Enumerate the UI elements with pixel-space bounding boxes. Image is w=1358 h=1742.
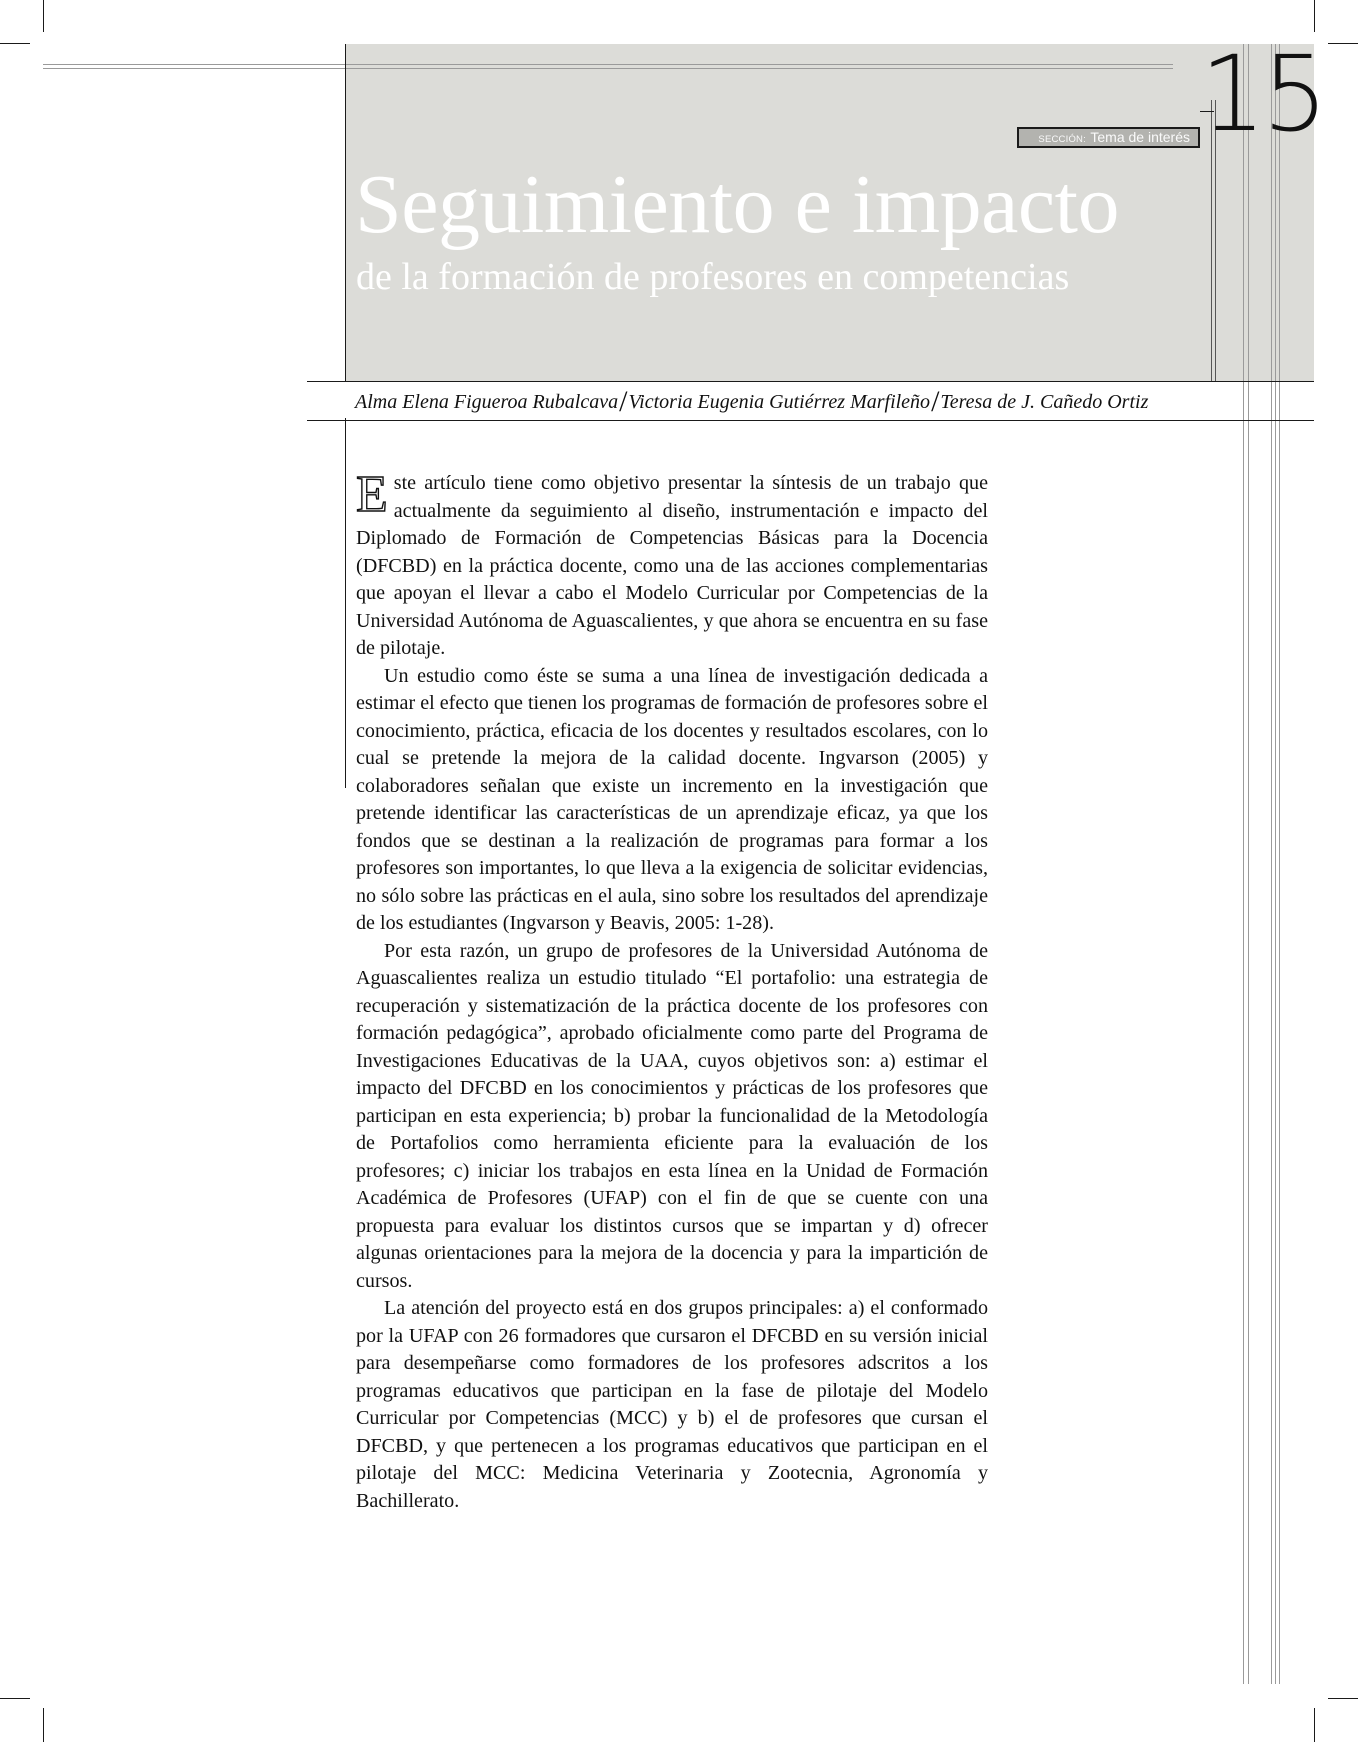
crop-mark bbox=[43, 0, 44, 32]
author-separator: / bbox=[619, 385, 628, 418]
author-rule-bottom bbox=[307, 420, 1314, 421]
drop-cap: E bbox=[356, 466, 388, 523]
article-title: Seguimiento e impacto bbox=[355, 158, 1119, 251]
paragraph bbox=[356, 466, 988, 663]
article-body bbox=[356, 466, 988, 1515]
section-tag bbox=[1017, 127, 1200, 148]
guide-line bbox=[43, 64, 1173, 65]
crop-mark bbox=[1328, 1698, 1358, 1699]
guide-line bbox=[1271, 44, 1272, 1684]
article-subtitle: de la formación de profesores en competencias bbox=[356, 256, 1070, 298]
section-value: Tema de interés bbox=[1090, 129, 1190, 145]
guide-line bbox=[1275, 44, 1276, 1684]
body-margin-rule bbox=[345, 418, 346, 788]
paragraph: Un estudio como éste se suma a una línea de investigación dedicada a estimar el efecto que tienen los programas de formación de profesores sobre el conocimiento, práctica, eficacia de los docentes y resultados escolares, con lo cual se pretende la mejora de la calidad docente. Ingvarson (2005) y colaboradores señalan que existe un incremento en la investigación que pretende identificar las características de un aprendizaje eficaz, ya que los fondos que se destinan a la realización de programas para formar a los profesores son importantes, lo que lleva a la exigencia de solicitar evidencias, no sólo sobre las prácticas en el aula, sino sobre los resultados del aprendizaje de los estudiantes (Ingvarson y Beavis, 2005: 1-28). bbox=[356, 664, 988, 934]
crop-mark bbox=[1314, 1708, 1315, 1742]
paragraph: La atención del proyecto está en dos grupos principales: a) el conformado por la UFAP con 26 formadores que cursaron el DFCBD en su versión inicial para desempeñarse como formadores de los profesores adscritos a los programas educativos que participan en la fase de pilotaje del Modelo Curricular por Competencias (MCC) y b) el de profesores que cursan el DFCBD, y que pertenecen a los programas educativos que participan en el pilotaje del MCC: Medicina Veterinaria y Zootecnia, Agronomía y Bachillerato. bbox=[356, 1297, 988, 1512]
author-name: Teresa de J. Cañedo Ortiz bbox=[940, 391, 1149, 413]
guide-line bbox=[43, 68, 1173, 69]
paragraph: Por esta razón, un grupo de profesores de la Universidad Autónoma de Aguascalientes realiza un estudio titulado “El portafolio: una estrategia de recuperación y sistematización de la práctica docente de los profesores con formación pedagógica”, aprobado oficialmente como parte del Programa de Investigaciones Educativas de la UAA, cuyos objetivos son: a) estimar el impacto del DFCBD en los conocimientos y prácticas de los profesores que participan en esta experiencia; b) probar la funcionalidad de la Metodología de Portafolios como herramienta eficiente para la evaluación de los profesores; c) iniciar los trabajos en esta línea en la Unidad de Formación Académica de Profesores (UFAP) con el fin de que se cuente con una propuesta para evaluar los distintos cursos que se impartan y d) ofrecer algunas orientaciones para la mejora de la docencia y para la impartición de cursos. bbox=[356, 939, 988, 1292]
guide-line bbox=[1279, 44, 1280, 1684]
crop-mark bbox=[0, 1698, 30, 1699]
crop-mark bbox=[43, 1708, 44, 1742]
author-separator: / bbox=[931, 385, 940, 418]
author-line bbox=[355, 385, 1255, 418]
section-label: SECCIÓN: bbox=[1038, 134, 1086, 145]
page-number: 15 bbox=[1200, 33, 1325, 155]
author-name: Victoria Eugenia Gutiérrez Marfileño bbox=[628, 391, 931, 413]
author-rule-top bbox=[307, 381, 1314, 382]
crop-mark bbox=[1314, 0, 1315, 32]
crop-mark bbox=[1328, 43, 1358, 44]
left-rule bbox=[345, 44, 346, 382]
author-name: Alma Elena Figueroa Rubalcava bbox=[355, 391, 619, 413]
crop-mark bbox=[0, 43, 30, 44]
paragraph-text: ste artículo tiene como objetivo presentar la síntesis de un trabajo que actualmente da seguimiento al diseño, instrumentación e impacto del Diplomado de Formación de Competencias Básicas para la Docencia (DFCBD) en la práctica docente, como una de las acciones complementarias que apoyan el llevar a cabo el Modelo Curricular por Competencias de la Universidad Autónoma de Aguascalientes, y que ahora se encuentra en su fase de pilotaje. bbox=[356, 472, 988, 659]
